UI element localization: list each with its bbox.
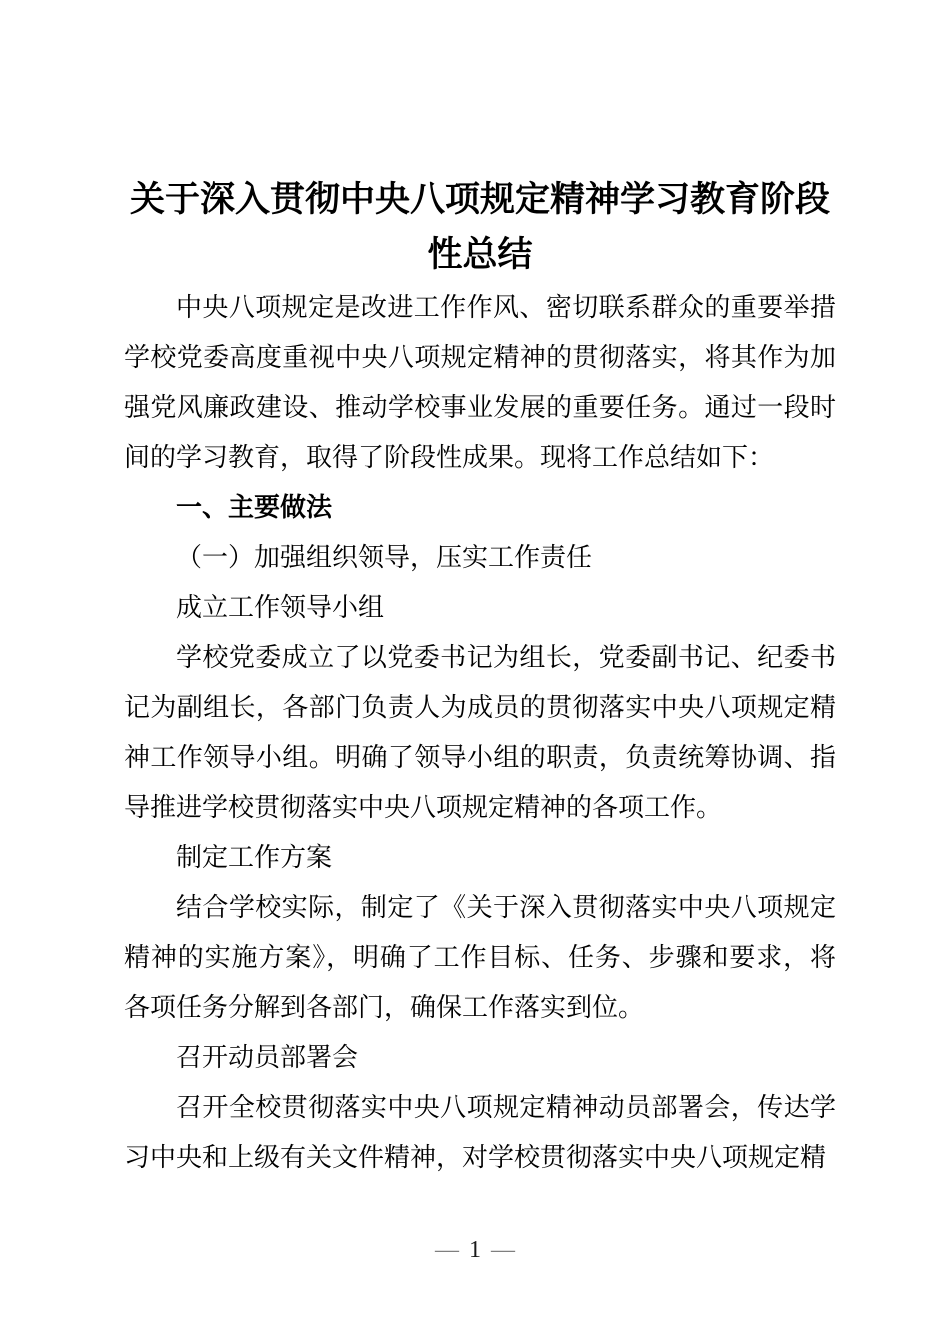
item-heading: 成立工作领导小组 [176, 592, 385, 622]
item-heading: 召开动员部署会 [176, 1042, 359, 1072]
document-body [124, 282, 836, 1182]
body-paragraph: 中央八项规定是改进工作作风、密切联系群众的重要举措学校党委高度重视中央八项规定精神的贯彻落实，将其作为加强党风廉政建设、推动学校事业发展的重要任务。通过一段时间的学习教育，取得了阶段性成果。现将工作总结如下： [124, 292, 836, 472]
section-heading: 一、主要做法 [176, 492, 333, 522]
page-number: 1 [469, 1237, 481, 1263]
sub-section-heading: （一）加强组织领导，压实工作责任 [176, 542, 593, 572]
page-footer [0, 1236, 950, 1264]
document-title: 关于深入贯彻中央八项规定精神学习教育阶段性总结 [129, 180, 830, 274]
item-heading: 制定工作方案 [176, 842, 333, 872]
footer-dash-left: — [435, 1237, 459, 1263]
body-paragraph: 结合学校实际，制定了《关于深入贯彻落实中央八项规定精神的实施方案》，明确了工作目标、任务、步骤和要求，将各项任务分解到各部门，确保工作落实到位。 [124, 892, 836, 1022]
body-paragraph: 学校党委成立了以党委书记为组长，党委副书记、纪委书记为副组长，各部门负责人为成员的贯彻落实中央八项规定精神工作领导小组。明确了领导小组的职责，负责统筹协调、指导推进学校贯彻落实中央八项规定精神的各项工作。 [124, 642, 836, 822]
footer-dash-right: — [491, 1237, 515, 1263]
body-paragraph: 召开全校贯彻落实中央八项规定精神动员部署会，传达学习中央和上级有关文件精神，对学校贯彻落实中央八项规定精 [124, 1092, 836, 1172]
